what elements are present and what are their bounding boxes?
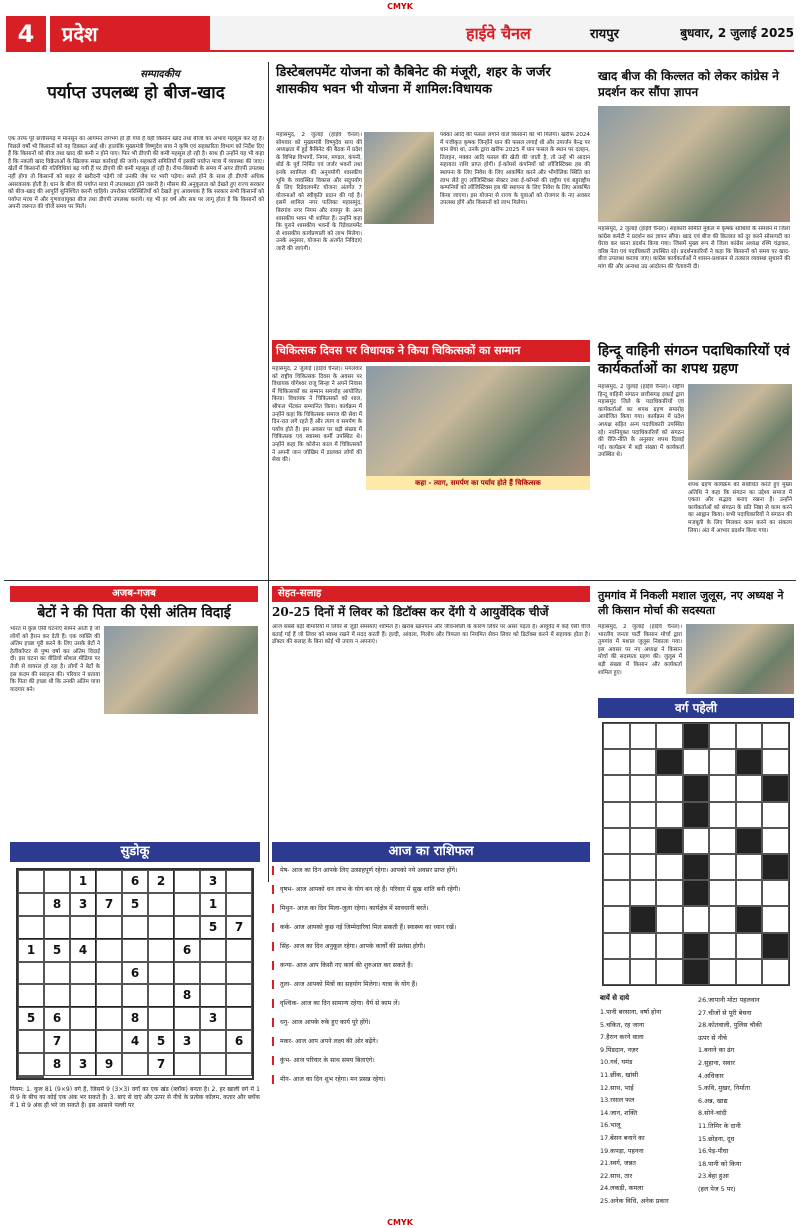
crossword-clue: 4.अधिकार [698,1071,724,1080]
crossword-cell [762,802,789,828]
rashifal-item: वृश्चिक- आज का दिन सामान्य रहेगा। धैर्य से काम लें। [272,999,590,1008]
ajab-label: अजब-गजब [10,586,258,602]
crossword-across [600,1006,696,1220]
crossword-clue: ऊपर से नीचे [698,1033,727,1042]
crossword-clue: 9.पिंडदान, नज़र [600,1045,639,1054]
sudoku-cell: 5 [18,1007,44,1030]
sudoku-cell [226,893,252,916]
section-name: प्रदेश [50,16,210,52]
crossword-clue: 13.रसाल फल [600,1096,635,1105]
editorial-label: सम्पादकीय [140,69,180,80]
crossword-cell [762,959,789,985]
crossword-cell [762,828,789,854]
sudoku-cell [148,962,174,985]
rashifal-item: धनु- आज आपके रुके हुए कार्य पूरे होंगे। [272,1018,590,1027]
sudoku-cell: 1 [70,870,96,893]
crossword-cell [683,906,710,932]
sudoku-cell [226,1053,252,1076]
sudoku-cell [18,984,44,1007]
crossword-down [698,994,794,1220]
crossword-clue: 14.जान, शक्ति [600,1108,638,1117]
column-divider [268,62,269,882]
sudoku-cell [148,984,174,1007]
sudoku-cell [200,984,226,1007]
crossword-clue: 28.कोतवाली, पुलिस चौकी [698,1021,762,1030]
sudoku-cell: 4 [70,939,96,962]
crossword-cell [736,802,763,828]
sudoku-cell: 3 [70,1053,96,1076]
sudoku-cell: 6 [226,1030,252,1053]
crossword-cell [709,959,736,985]
crossword-clue: 26.जापानी मोटा पहलवान [698,996,760,1004]
sudoku-cell: 8 [122,1007,148,1030]
sudoku-cell [70,984,96,1007]
crossword-cell [683,723,710,749]
sudoku-cell [174,870,200,893]
sudoku-rules: नियम: 1. कुल 81 (9×9) वर्ग हैं, जिसमें 9 (3×3) वर्गों का एक खंड (ब्लॉक) बनता है। 2. हर खाली वर्ग में 1 से 9 के बीच का कोई एक अंक भर सकते हैं। 3. बाएं से दाएं और ऊपर से नीचे के प्रत्येक कॉलम, कतार और ब्लॉक में 1 से 9 अंक ही भरे जा सकते हैं। इस आसाने पल्ली पर [10,1086,260,1109]
crossword-cell [736,828,763,854]
sudoku-cell: 9 [96,1053,122,1076]
sudoku-cell [174,1007,200,1030]
crossword-cell [656,723,683,749]
khad-body: महासमुंद, 2 जुलाई (हाईवे चैनल)। सहकारी समिति मुकेल में कृषक साथियों के समर्थन में जिला कांग्रेस कमेटी ने प्रदर्शन कर ज्ञापन सौंपा। खाद एवं बीज की किल्लत को दूर करने सोसायटी का घेराव कर धरना प्रदर्शन किया गया। जिसमें मुख्य रूप से जिला कांग्रेस अध्यक्ष रश्मि चंद्राकर, वरिष्ठ नेता एवं पदाधिकारी उपस्थित रहे। प्रदर्शनकारियों ने कहा कि किसानों को समय पर खाद-बीज उपलब्ध कराया जाए। कांग्रेस कार्यकर्ताओं ने शासन-प्रशासन से तत्काल व्यवस्था सुधारने की मांग की और अन्यथा उग्र आंदोलन की चेतावनी दी। [598,226,790,270]
sudoku-cell: 6 [122,870,148,893]
sudoku-cell [18,1053,44,1076]
sudoku-cell [70,916,96,939]
sudoku-cell [44,984,70,1007]
crossword-grid [602,722,790,986]
crossword-cell [630,775,657,801]
sudoku-cell: 1 [18,939,44,962]
sudoku-cell [18,1030,44,1053]
sudoku-cell [148,1007,174,1030]
crossword-cell [736,880,763,906]
sudoku-cell [44,870,70,893]
doctor-photo [366,366,590,476]
crossword-cell [683,828,710,854]
sudoku-cell: 7 [44,1030,70,1053]
crossword-cell [736,775,763,801]
sudoku-cell [96,939,122,962]
morcha-title: तुमगांव में निकली मशाल जुलूस, नए अध्यक्ष ने ली किसान मोर्चा की सदस्यता [598,589,784,617]
rashifal-item: मकर- आज आप अपने लक्ष्य की ओर बढ़ेंगे। [272,1037,590,1046]
crossword-cell [630,880,657,906]
crossword-cell [656,828,683,854]
health-body: आज सबसे बड़ी बीमारियों में लिवर से जुड़ी समस्याएं शामिल हैं। खराब खानपान और जीवनशैली के कारण लिवर पर असर पड़ता है। आयुर्वेद में कई ऐसी चीजें बताई गई हैं जो लिवर को स्वस्थ रखने में मदद करती हैं। हल्दी, आंवला, गिलोय और त्रिफला का नियमित सेवन लिवर को डिटॉक्स करने में सहायक होता है। डॉक्टर की सलाह के बिना कोई भी उपाय न अपनाएं। [272,624,590,646]
crossword-cell [656,959,683,985]
sudoku-cell [122,1053,148,1076]
sudoku-cell [148,916,174,939]
rashifal-item: मेष- आज का दिन आपके लिए उत्साहपूर्ण रहेगा। आपको नये अवसर प्राप्त होंगे। [272,866,590,875]
crossword-cell [709,775,736,801]
crossword-cell [762,933,789,959]
health-title: 20-25 दिनों में लिवर को डिटॉक्स कर देंगी ये आयुर्वेदिक चीजें [272,605,549,619]
crossword-cell [630,723,657,749]
cmyk-mark-bottom: CMYK [387,1218,413,1227]
crossword-cell [736,723,763,749]
sudoku-cell [44,916,70,939]
sudoku-cell [226,962,252,985]
crossword-cell [683,933,710,959]
crossword-cell [683,880,710,906]
crossword-cell [762,723,789,749]
crossword-cell [656,749,683,775]
crossword-clue: 7.हैरान करने वाला [600,1033,644,1042]
crossword-cell [603,802,630,828]
ajab-title: बेटों ने की पिता की ऐसी अंतिम विदाई [37,605,231,621]
crossword-cell [656,802,683,828]
editorial-body: एक तरफ पूरे छत्तीसगढ़ में मानसून का आगमन लगभग हो ही गया है वहीं किसान खाद तथा बीजों का अभाव महसूस कर रहे हैं। पिछले वर्षों भी किसानों को यह दिक्कत आई थी। हालांकि मुख्यमंत्री विष्णुदेव साय ने कृषि एवं सहकारिता विभाग को निर्देश दिए हैं कि किसानों को बीज तथा खाद की कमी न होने पाए। फिर भी डीएपी की कमी महसूस हो रही है। साथ ही उन्होंने यह भी कहा है कि नकली खाद विक्रेताओं के खिलाफ सख्त कार्रवाई की जाये। सहकारी समितियों में इसकी पर्याप्त मात्रा में व्यवस्था की जाए। खेतों में किसानों की गतिविधियां बढ़ गयी हैं पर डीएपी की कमी महसूस हो रही है। रोपा-बियासी के समय में अगर डीएपी उपलब्ध नहीं होगा तो किसानों को बाहर से खरीदनी पड़ेगी जो उनकी जेब पर भारी पड़ेगा। सस्ते होने के साथ ही डीएपी अधिक असरकारक होती है। धान के बीज की पर्याप्त मात्रा में उपलब्धता होने जरूरी है। मौसम की अनुकूलता को देखते हुए राज्य सरकार को बीज-खाद की आपूर्ति सुनिश्चित करनी चाहिये। उपरोक्त परिस्थितियों को देखते हुए आवश्यक है कि सरकार सभी किसानों को पर्याप्त मात्रा में और गुणवत्तायुक्त बीज तथा डीएपी उपलब्ध कराये। यह भी हर वर्ष और सब पर लागू होता है कि किसानों को अपनी जरूरत की चीजें समय पर मिलें। [8,136,264,211]
sudoku-cell [18,962,44,985]
crossword-clue: 12.साथ, भाई [600,1083,634,1092]
sudoku-cell [122,984,148,1007]
khad-photo [598,106,790,222]
crossword-cell [709,906,736,932]
crossword-clue: 16.पेड़-पौधा [698,1147,729,1156]
crossword-header: वर्ग पहेली [598,698,794,718]
crossword-cell [683,775,710,801]
sudoku-cell: 1 [200,893,226,916]
sudoku-cell [96,984,122,1007]
crossword-cell [656,906,683,932]
sudoku-cell: 4 [122,1030,148,1053]
crossword-clue: 1.बनाने का ढंग [698,1046,735,1055]
crossword-cell [762,749,789,775]
crossword-clue: 8.सोने-चांदी [698,1109,727,1118]
rashifal-item: मिथुन- आज का दिन मिला-जुला रहेगा। कार्यक्षेत्र में सावधानी बरतें। [272,904,590,913]
sudoku-cell: 3 [200,870,226,893]
crossword-cell [603,749,630,775]
crossword-cell [736,906,763,932]
crossword-cell [736,959,763,985]
crossword-cell [762,906,789,932]
lead-body-1: महासमुंद, 2 जुलाई (हाईवे चैनल)। सोमवार को मुख्यमंत्री विष्णुदेव साय की अध्यक्षता में हुई कैबिनेट की बैठक में प्रदेश के विभिन्न विभागों, निगम, मण्डल, कंपनी, बोर्ड के पूर्व निर्मित एवं जर्जर भवनों तथा इनके स्वामित्व की अनुपयोगी शासकीय भूमि के व्यवस्थित विकास और सदुपयोग के लिए रिडेवलपमेंट योजना अंतर्गत 7 योजनाओं को स्वीकृति प्रदान की गई है। इसमें शामिल नगर पालिका महासमुंद, बिरगांव नगर निगम और रायपुर के अन्य शासकीय भवन भी शामिल हैं। उन्होंने कहा कि पुराने शासकीय भवनों के रिडेवलपमेंट से शासकीय कार्यप्रणाली को लाभ मिलेगा। उनके अनुसार, योजना के अंतर्गत निविदाएं जारी की जाएंगी। [276,132,362,252]
rashifal-item: सिंह- आज का दिन अनुकूल रहेगा। आपके कार्यों की प्रशंसा होगी। [272,942,590,951]
sudoku-cell [148,893,174,916]
crossword-across-title: बायें से दाये [600,994,630,1002]
sudoku-cell [18,916,44,939]
sudoku-cell: 5 [200,916,226,939]
sudoku-cell [226,870,252,893]
sudoku-cell: 6 [44,1007,70,1030]
sudoku-cell: 7 [96,893,122,916]
sudoku-cell [122,916,148,939]
crossword-cell [762,854,789,880]
crossword-cell [656,775,683,801]
page-header [6,16,794,52]
crossword-clue: 1.पानी बरसाना, वर्षा होना [600,1008,662,1016]
crossword-clue: 10.गर्व, घमंड [600,1058,633,1067]
crossword-clue: 11.छींक, खांसी [600,1070,639,1079]
crossword-cell [603,854,630,880]
sudoku-cell [18,893,44,916]
crossword-cell [709,933,736,959]
sudoku-cell [70,1030,96,1053]
crossword-clue: 15.छोड़ना, दूध [698,1134,735,1143]
sudoku-cell [200,1030,226,1053]
hindu-body-2: शपथ ग्रहण कार्यक्रम को संबोधित करते हुए मुख्य अतिथि ने कहा कि संगठन का उद्देश्य समाज में एकता और सद्भाव बनाए रखना है। उन्होंने कार्यकर्ताओं को संगठन के प्रति निष्ठा से काम करने का आह्वान किया। सभी पदाधिकारियों ने संगठन की मजबूती के लिए मिलकर काम करने का संकल्प लिया। अंत में आभार प्रदर्शन किया गया। [688,482,792,534]
sudoku-grid [16,868,254,1080]
crossword-cell [683,959,710,985]
sudoku-cell: 6 [174,939,200,962]
crossword-cell [736,749,763,775]
ajab-body: भारत में कुछ ऐसी घटनाएँ सामने आती हैं जो लोगों को हैरान कर देती हैं। एक व्यक्ति की अंतिम इच्छा पूरी करने के लिए उसके बेटों ने हेलीकॉप्टर से पुष्प वर्षा कर अंतिम विदाई दी। इस घटना का वीडियो सोशल मीडिया पर तेजी से वायरल हो रहा है। लोगों ने बेटों के इस कदम की सराहना की। परिवार ने बताया कि पिता की इच्छा थी कि उनकी अंतिम यात्रा यादगार बने। [10,626,100,693]
rashifal-item: तुला- आज आपको मित्रों का सहयोग मिलेगा। यात्रा के योग हैं। [272,980,590,989]
crossword-cell [603,828,630,854]
brand-name: हाईवे चैनल [466,24,531,43]
crossword-clue: 23.बेहा हुआ [698,1172,729,1181]
rashifal-item: कन्या- आज आप किसी नए कार्य की शुरुआत कर सकते हैं। [272,961,590,970]
crossword-cell [736,854,763,880]
hindu-body: महासमुंद, 2 जुलाई (हाईवे चैनल)। राष्ट्रीय हिन्दू वाहिनी संगठन छत्तीसगढ़ इकाई द्वारा महासमुंद जिले के पदाधिकारियों एवं कार्यकर्ताओं का शपथ ग्रहण समारोह आयोजित किया गया। कार्यक्रम में प्रदेश अध्यक्ष सहित अन्य पदाधिकारी उपस्थित रहे। नवनियुक्त पदाधिकारियों को संगठन की रीति-नीति के अनुसार शपथ दिलाई गई। कार्यक्रम में बड़ी संख्या में कार्यकर्ता उपस्थित थे। [598,384,684,459]
crossword-cell [656,880,683,906]
sudoku-cell: 5 [148,1030,174,1053]
crossword-clue: 25.अनेक विधि, अनेक प्रकार [600,1196,669,1205]
crossword-clue: 22.साथ, तार [600,1171,633,1180]
sudoku-cell [200,939,226,962]
sudoku-cell [96,916,122,939]
sudoku-cell: 2 [148,870,174,893]
lead-photo [364,132,434,224]
rashifal-item: मीन- आज का दिन शुभ रहेगा। मन प्रसन्न रहेगा। [272,1075,590,1084]
sudoku-cell: 5 [122,893,148,916]
crossword-cell [709,749,736,775]
crossword-cell [630,802,657,828]
sudoku-cell: 3 [174,1030,200,1053]
crossword-cell [630,906,657,932]
rashifal-item: कर्क- आज आपको कुछ नई जिम्मेदारियां मिल सकती हैं। स्वास्थ्य का ध्यान रखें। [272,923,590,932]
rashifal-header: आज का राशिफल [272,842,590,862]
crossword-cell [656,854,683,880]
sudoku-cell [148,939,174,962]
sudoku-cell [200,1053,226,1076]
crossword-cell [683,854,710,880]
sudoku-cell [226,939,252,962]
crossword-clue: 5.कवि, मुखर, निर्माता [698,1084,750,1093]
morcha-photo [686,624,794,694]
crossword-clue: 17.बेसन बनाने का [600,1133,645,1142]
rashifal-list [272,866,590,1218]
sudoku-cell: 3 [70,893,96,916]
crossword-cell [709,802,736,828]
crossword-cell [709,854,736,880]
crossword-cell [630,749,657,775]
khad-title: खाद बीज की किल्लत को लेकर कांग्रेस ने प्रदर्शन कर सौंपा ज्ञापन [598,69,779,99]
doctor-title: चिकित्सक दिवस पर विधायक ने किया चिकित्सकों का सम्मान [272,340,590,362]
crossword-cell [762,775,789,801]
crossword-cell [762,880,789,906]
morcha-body: महासमुंद, 2 जुलाई (हाईवे चैनल)। भारतीय जनता पार्टी किसान मोर्चा द्वारा तुमगांव में मशाल जुलूस निकाला गया। इस अवसर पर नए अध्यक्ष ने किसान मोर्चा की सदस्यता ग्रहण की। जुलूस में बड़ी संख्या में किसान और कार्यकर्ता शामिल हुए। [598,624,682,676]
sudoku-cell [44,962,70,985]
sudoku-cell [96,1007,122,1030]
sudoku-cell [174,893,200,916]
sudoku-cell [96,1030,122,1053]
sudoku-cell [174,916,200,939]
crossword-cell [603,906,630,932]
sudoku-cell [96,962,122,985]
crossword-cell [603,775,630,801]
sudoku-cell: 5 [44,939,70,962]
crossword-clue: 21.स्वर्ग, जन्नत [600,1159,636,1168]
rashifal-item: कुंभ- आज परिवार के साथ समय बिताएंगे। [272,1056,590,1065]
crossword-cell [736,933,763,959]
crossword-cell [630,854,657,880]
sudoku-cell [226,984,252,1007]
crossword-clue: 19.कपड़ा, पहनना [600,1146,644,1155]
crossword-clue: 18.पानी को किया [698,1159,742,1168]
sudoku-header: सुडोकू [10,842,260,862]
crossword-cell [603,933,630,959]
crossword-cell [630,933,657,959]
editorial-title: पर्याप्त उपलब्ध हो बीज-खाद [47,83,225,103]
sudoku-cell: 3 [200,1007,226,1030]
crossword-cell [709,880,736,906]
sudoku-cell [174,1053,200,1076]
crossword-clue: 11.तिमिर के दानी [698,1121,741,1130]
lead-title: डिस्टेबलपमेंट योजना को कैबिनेट की मंजूरी, शहर के जर्जर शासकीय भवन भी योजना में शामिल:विधायक [276,65,551,97]
crossword-clue: 2.सुहाना, सवार [698,1058,735,1067]
crossword-clue: 24.लकड़ी, कमला [600,1184,644,1193]
lead-body-2: पक्का आदि की फसल लगाने वाले किसानों को भी मिलेगा। खरीफ 2024 में पंजीकृत कृषक जिन्होंने धान की फसल लगाई थी और उपार्जन केन्द्र पर धान बेचा था, उनके द्वारा खरीफ 2025 में धान फसल के स्थान पर दलहन, तिलहन, मक्का आदि फसल की खेती की जाती है, तो उन्हें भी आदान सहायता राशि प्राप्त होगी। ई-कॉमर्स कंपनियों को लॉजिस्टिक्स हब की स्थापना के लिए निवेश के लिए आकर्षित करने और भौगोलिक स्थिति का लाभ लेते हुए लॉजिस्टिक्स सेक्टर तथा ई-कॉमर्स की राष्ट्रीय एवं बहुराष्ट्रीय कम्पनियों को लॉजिस्टिक्स हब की स्थापना के लिए निवेश के लिए आकर्षित किया जाएगा। इस योजना से राज्य के युवाओं को रोजगार के नए अवसर उपलब्ध होंगे और किसानों को लाभ मिलेगा। [440,132,590,207]
crossword-cell [603,959,630,985]
crossword-clue: 5.चकित, रह जाना [600,1020,645,1029]
doctor-body: महासमुंद, 2 जुलाई (हाईवे चैनल)। मंगलवार को राष्ट्रीय चिकित्सक दिवस के अवसर पर विधायक योगेश्वर राजू सिन्हा ने अपने निवास में चिकित्सकों का सम्मान समारोह आयोजित किया। विधायक ने चिकित्सकों को शाल, श्रीफल भेंटकर सम्मानित किया। कार्यक्रम में उन्होंने कहा कि चिकित्सक समाज की सेवा में दिन-रात लगे रहते हैं और त्याग व समर्पण के पर्याय होते हैं। इस अवसर पर बड़ी संख्या में चिकित्सक एवं स्वास्थ्य कर्मी उपस्थित थे। उन्होंने कहा कि कोरोना काल में चिकित्सकों ने अपनी जान जोखिम में डालकर लोगों की सेवा की। [272,366,362,464]
sudoku-cell [226,1007,252,1030]
page-number: 4 [6,16,46,52]
sudoku-cell [18,1076,44,1078]
sudoku-cell: 8 [174,984,200,1007]
sudoku-cell: 7 [226,916,252,939]
health-label: सेहत-सलाह [272,586,590,602]
sudoku-cell: 6 [122,962,148,985]
issue-date: बुधवार, 2 जुलाई 2025 [680,26,794,40]
sudoku-cell [174,962,200,985]
sudoku-cell: 7 [148,1053,174,1076]
crossword-cell [709,723,736,749]
crossword-clue: (हल पेज 5 पर) [698,1184,736,1193]
hindu-photo [688,384,792,480]
section-divider [4,580,796,581]
crossword-cell [709,828,736,854]
crossword-cell [683,749,710,775]
crossword-clue: 16.भालू [600,1121,621,1130]
crossword-cell [603,723,630,749]
sudoku-cell [70,962,96,985]
crossword-clue: 27.चीजों से पूरी बेचना [698,1008,752,1017]
sudoku-cell [96,870,122,893]
crossword-clue: 6.अन्न, खाद्य [698,1096,728,1105]
crossword-cell [656,933,683,959]
crossword-cell [683,802,710,828]
cmyk-mark: CMYK [387,2,413,11]
crossword-cell [630,959,657,985]
sudoku-cell [122,939,148,962]
ajab-photo [104,626,258,714]
sudoku-cell: 8 [44,1053,70,1076]
crossword-cell [630,828,657,854]
crossword-cell [603,880,630,906]
city-name: रायपुर [590,27,619,42]
doctor-caption: कहा - त्याग, समर्पण का पर्याय होते हैं चिकित्सक [366,476,590,490]
sudoku-cell [18,870,44,893]
rashifal-item: वृषभ- आज आपको धन लाभ के योग बन रहे हैं। परिवार में सुख शांति बनी रहेगी। [272,885,590,894]
sudoku-cell: 8 [44,893,70,916]
sudoku-cell [200,962,226,985]
sudoku-cell [70,1007,96,1030]
hindu-title: हिन्दू वाहिनी संगठन पदाधिकारियों एवं कार्यकर्ताओं का शपथ ग्रहण [598,343,790,377]
